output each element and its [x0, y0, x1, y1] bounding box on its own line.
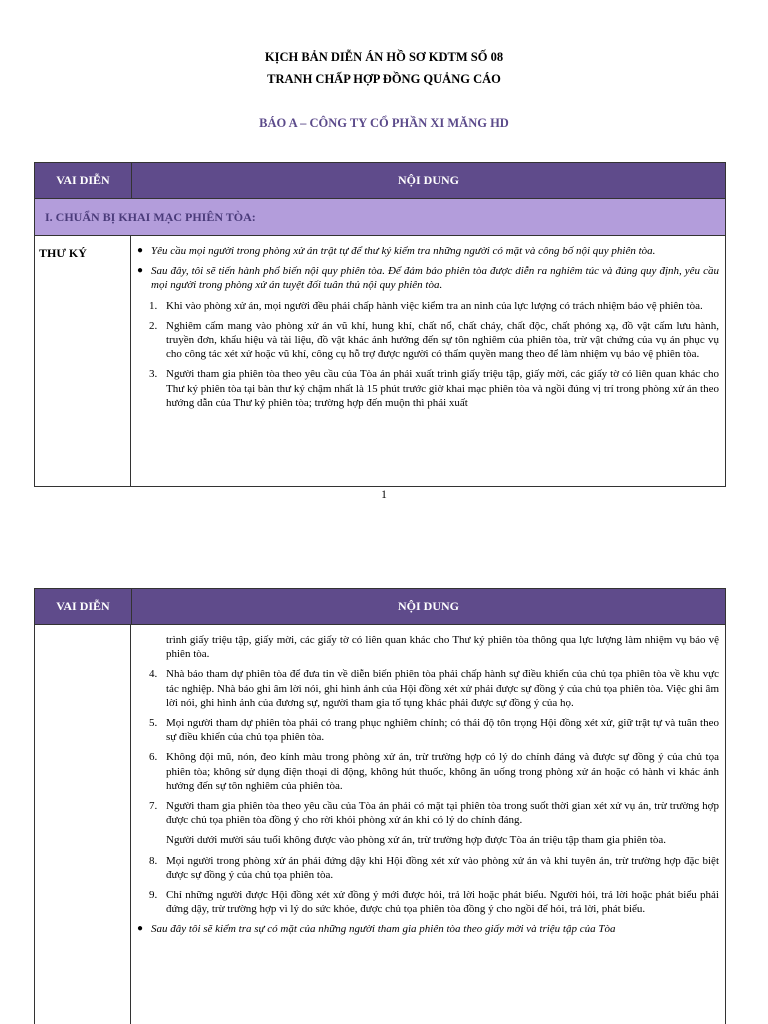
- list-item: [137, 264, 719, 292]
- rule-text: Khi vào phòng xử án, mọi người đều phải chấp hành việc kiểm tra an ninh của lực lượng có trách nhiệm bảo vệ phiên tòa.: [166, 299, 703, 312]
- rule-text: Nhà báo tham dự phiên tòa để đưa tin về diễn biến phiên tòa phải chấp hành sự điều khiển của chủ tọa phiên tòa về khu vực tác nghiệp. Nhà báo ghi âm lời nói, ghi hình ảnh của Hội đồng xét xử phải được sự đồng ý của chủ tọa phiên tòa. Việc ghi âm lời nói, ghi hình ảnh của đương sự, người tham gia tố tụng khác phải được sự đồng ý của họ.: [166, 668, 719, 709]
- role-cell: THƯ KÝ: [35, 236, 131, 487]
- rule-text: Người tham gia phiên tòa theo yêu cầu của Tòa án phải có mặt tại phiên tòa trong suốt thời gian xét xử vụ án, trừ trường hợp được chủ tọa phiên tòa đồng ý cho rời khỏi phòng xử án khi có lý do chính đáng.: [166, 800, 719, 827]
- bullet-icon: ●: [137, 265, 144, 277]
- rule-text: Chỉ những người được Hội đồng xét xử đồng ý mới được hỏi, trả lời hoặc phát biểu. Người hỏi, trả lời hoặc phát biểu phải đứng dậy, trừ trường hợp vì lý do sức khỏe, được chủ tọa phiên tòa đồng ý cho ngồi để hỏi, trả lời, phát biểu.: [166, 889, 719, 916]
- column-header-content: NỘI DUNG: [397, 173, 459, 187]
- rule-number: 7.: [149, 800, 158, 813]
- rule-number: 6.: [149, 751, 158, 764]
- section-heading-preparation: I. CHUẨN BỊ KHAI MẠC PHIÊN TÒA:: [35, 199, 725, 236]
- column-header-role: VAI DIỄN: [35, 163, 132, 198]
- rule-number: 9.: [149, 889, 158, 902]
- rule-number: 4.: [149, 668, 158, 681]
- rule-text: Không đội mũ, nón, đeo kính màu trong phòng xử án, trừ trường hợp có lý do chính đáng và được sự đồng ý của chủ tọa phiên tòa; không sử dụng điện thoại di động, không hút thuốc, không ăn uống trong phòng xử án hoặc có hành vi khác ảnh hưởng đến sự tôn nghiêm của phiên tòa.: [166, 751, 719, 792]
- column-header-content: NỘI DUNG: [397, 599, 459, 613]
- column-header-role: VAI DIỄN: [35, 589, 132, 624]
- rule-text: Mọi người trong phòng xử án phải đứng dậy khi Hội đồng xét xử vào phòng xử án và khi tuyên án, trừ trường hợp đặc biệt được sự đồng ý của chủ tọa phiên tòa.: [166, 854, 719, 881]
- rule-item: [137, 367, 719, 410]
- party-heading: BÁO A – CÔNG TY CỔ PHẦN XI MĂNG HD: [259, 116, 509, 130]
- rule-item: [137, 854, 719, 882]
- rule-item: [137, 750, 719, 793]
- script-table-page1: [34, 162, 726, 487]
- table-row: [35, 236, 725, 487]
- rule-number: 3.: [149, 368, 158, 381]
- bullet-icon: ●: [137, 245, 144, 256]
- rule-number: 1.: [149, 299, 158, 312]
- bullet-icon: ●: [137, 923, 144, 935]
- bullet-text: Yêu cầu mọi người trong phòng xử án trật tự để thư ký kiểm tra những người có mặt và công bố nội quy phiên tòa.: [151, 245, 656, 257]
- content-cell: [131, 625, 725, 1024]
- rule-item: [137, 299, 719, 313]
- rule-item: [137, 799, 719, 827]
- rule-number: 8.: [149, 854, 158, 867]
- page-number: 1: [381, 489, 387, 501]
- rule-number: 2.: [149, 319, 158, 332]
- list-item: [137, 922, 719, 936]
- rule-item: [137, 319, 719, 362]
- rule-item: [137, 667, 719, 710]
- table-row: [35, 625, 725, 1024]
- table-header: [35, 589, 725, 625]
- rule-text: Mọi người tham dự phiên tòa phải có trang phục nghiêm chỉnh; có thái độ tôn trọng Hội đồng xét xử, giữ trật tự và tuân theo sự điều khiển của chủ tọa phiên tòa.: [166, 717, 719, 744]
- document-title: KỊCH BẢN DIỄN ÁN HỒ SƠ KDTM SỐ 08: [264, 50, 504, 64]
- bullet-text: Sau đây, tôi sẽ tiến hành phổ biến nội quy phiên tòa. Để đảm bảo phiên tòa được diễn ra nghiêm túc và đúng quy định, yêu cầu mọi người trong phòng xử án tuyệt đối tuân thủ nội quy phiên tòa.: [151, 265, 719, 292]
- rule-item: [137, 716, 719, 744]
- rule-continuation: trình giấy triệu tập, giấy mời, các giấy tờ có liên quan khác cho Thư ký phiên tòa thông qua lực lượng làm nhiệm vụ bảo vệ phiên tòa.: [166, 634, 719, 661]
- role-cell: [35, 625, 131, 1024]
- list-item: [137, 244, 719, 258]
- content-cell: [131, 236, 725, 487]
- script-table-page2: [34, 588, 726, 1024]
- table-header: [35, 163, 725, 199]
- rule-number: 5.: [149, 717, 158, 730]
- rule-item: [137, 888, 719, 916]
- rule-text: Người tham gia phiên tòa theo yêu cầu của Tòa án phải xuất trình giấy triệu tập, giấy mời, các giấy tờ có liên quan khác cho Thư ký phiên tòa tại bàn thư ký chậm nhất là 15 phút trước giờ khai mạc phiên tòa và ngồi đúng vị trí trong phòng xử án theo hướng dẫn của Thư ký phiên tòa; trường hợp đến muộn thì phải xuất: [166, 368, 719, 409]
- bullet-text: Sau đây tôi sẽ kiểm tra sự có mặt của những người tham gia phiên tòa theo giấy mời và triệu tập của Tòa: [151, 923, 616, 936]
- rule-text: Nghiêm cấm mang vào phòng xử án vũ khí, hung khí, chất nổ, chất cháy, chất độc, chất phóng xạ, đồ vật cấm lưu hành, truyền đơn, khẩu hiệu và tài liệu, đồ vật khác ảnh hưởng đến sự tôn nghiêm của phiên tòa, trừ vật chứng của vụ án phục vụ cho công tác xét xử hoặc vũ khí, công cụ hỗ trợ được người có thẩm quyền mang theo để làm nhiệm vụ bảo vệ phiên tòa.: [166, 319, 719, 361]
- document-subject: TRANH CHẤP HỢP ĐỒNG QUẢNG CÁO: [267, 72, 501, 86]
- rule-continuation: Người dưới mười sáu tuổi không được vào phòng xử án, trừ trường hợp được Tòa án triệu tập tham gia phiên tòa.: [166, 834, 667, 847]
